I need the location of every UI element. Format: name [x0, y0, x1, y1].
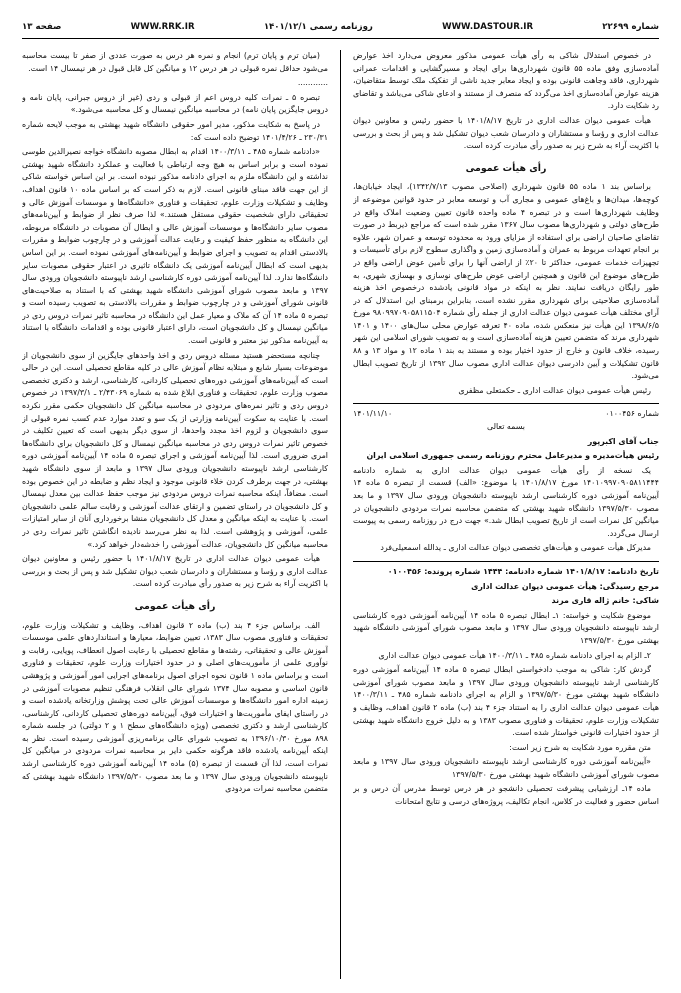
- addressee-title: رئیس هیأت‌مدیره و مدیرعامل محترم روزنامه رسمی جمهوری اسلامی ایران: [366, 451, 659, 461]
- page-number: صفحه ۱۳: [22, 22, 62, 32]
- separator: [353, 561, 659, 562]
- issue-number: شماره ۲۲۶۹۹: [602, 22, 659, 32]
- paragraph: «آیین‌نامه آموزشی دوره کارشناسی ارشد ناپیوسته دانشجویان ورودی سال ۱۳۹۷ و مابعد مصوب شورای آموزشی دانشگاه شهید بهشتی مورخ ۱۳۹۷/۵/۳۰: [353, 757, 659, 779]
- separator: [353, 403, 659, 404]
- invocation: بسمه تعالی: [487, 422, 525, 432]
- paragraph: «دادنامه شماره ۴۸۵ ـ ۱۴۰۰/۳/۱۱ اقدام به ابطال مصوبه دانشگاه خواجه نصیرالدین طوسی نموده است و برابر اساس به هیچ وجه ارتباطی با فعالیت و عملکرد دانشگاه شهید بهشتی نداشته و این دانشگاه ملزم به اجرای دادنامه مذکور نبوده است. بر این اساس خواسته شاکی از این جهت فاقد مبنای قانونی است. لازم به ذکر است که بر اساس ماده ۱۰ قانون اهداف، وظایف و تشکیلات وزارت علوم، تحقیقات و فناوری «دانشگاه‌ها و موسسات آموزش عالی و تحقیقاتی دارای شخصیت حقوقی مستقل هستند.» لذا صرف نظر از ضوابط و آیین‌نامه‌های مصوب سایر دانشگاه‌ها و موسسات آموزش عالی و ابطال آن مصوبات در دانشگاه مربوطه، این دانشگاه به منظور حفظ کیفیت و رعایت عدالت آموزشی و در چارچوب ضوابط و مقررات بالادستی اقدام به تصویب و اجرای ضوابط و آیین‌نامه‌های آموزشی نموده است. بر این اساس بدیهی است که ابطال آیین‌نامه آموزشی یک دانشگاه تاثیری در اعتبار حقوقی مصوبات سایر دانشگاه‌ها ندارد. لذا آیین‌نامه آموزشی دوره کارشناسی ارشد ناپیوسته دانشجویان ورودی سال ۱۳۹۷ و مابعد مصوب شورای آموزشی دانشگاه شهید بهشتی که با استناد به صلاحیت‌های قانونی شورای آموزشی و در چارچوب ضوابط و مقررات بالادستی به تصویب رسیده است و تبصره ۵ ماده ۱۴ آن که ملاک و معیار عمل این دانشگاه در محاسبه تاثیر نمرات دروس ردی در میانگین نیمسال و کل دانشجویان است، دارای اعتبار قانونی بوده و اقدامات دانشگاه با استناد به آیین‌نامه مذکور نیز معتبر و قانونی است.: [22, 147, 328, 346]
- left-column: [22, 50, 328, 979]
- paragraph: هیأت عمومی دیوان عدالت اداری در تاریخ ۱۴۰۱/۸/۱۷ با حضور رئیس و معاونین دیوان عدالت اداری و رؤسا و مستشاران و دادرسان شعب دیوان تشکیل شد و پس از بحث و بررسی با اکثریت آراء به شرح زیر به صدور رأی مبادرت کرده است.: [353, 115, 659, 151]
- paragraph: متن مقرره مورد شکایت به شرح زیر است:: [509, 742, 651, 752]
- paragraph: هیأت عمومی دیوان عدالت اداری در تاریخ ۱۴۰۱/۸/۱۷ با حضور رئیس و معاونین دیوان عدالت اداری و رؤسا و مستشاران و دادرسان شعب دیوان تشکیل شد و پس از بحث و بررسی با اکثریت آراء به شرح زیر به صدور رأی مبادرت کرده است.: [22, 554, 328, 589]
- right-column: [353, 50, 659, 979]
- page-header: [22, 16, 659, 39]
- paragraph: در پاسخ به شکایت مذکور، مدیر امور حقوقی دانشگاه شهید بهشتی به موجب لایحه شماره ۲۳۰/۳۱ ـ ۱۴۰۱/۴/۲۶ توضیح داده است که:: [22, 119, 328, 142]
- column-divider: [340, 50, 341, 979]
- paragraph: (میان ترم و پایان ترم) انجام و نمره هر درس به صورت عددی از صفر تا بیست محاسبه می‌شود حداقل نمره قبولی در هر درس ۱۲ و میانگین کل قابل قبول در هر نیمسال ۱۴ است.: [22, 51, 328, 73]
- vote-heading: رأی هیأت عمومی: [134, 600, 216, 612]
- paragraph: تبصره ۵ ـ نمرات کلیه دروس اعم از قبولی و ردی (غیر از دروس جبرانی، پایان نامه و دروس جایگزین پایان نامه) در محاسبه میانگین نیمسال و کل محاسبه می‌شود.»: [22, 92, 328, 115]
- paragraph: در خصوص استدلال شاکی به رأی هیأت عمومی مذکور معروض می‌دارد اخذ عوارض آماده‌سازی وفق ماده ۵۵ قانون شهرداری‌ها برای ایجاد و مسیرگشایی و اقدامات عمرانی شهرداری، فاقد وجاهت قانونی بوده و ایجاد معابر جدید ناشی از تفکیک ملک توسط متقاضیان، هزینه عوارض آماده‌سازی اخذ می‌گردد که منصرف از مستند و ادعای شاکی می‌باشد و تقاضای رد شکایت دارد.: [353, 51, 659, 111]
- paragraph: چنانچه مستحضر هستید مسئله دروس ردی و اخذ واحدهای جایگزین از سوی دانشجویان از موضوعات بسیار شایع و مبتلابه نظام آموزش عالی در کلیه مقاطع تحصیلی است. این در حالی است که آیین‌نامه‌های آموزشی دوره‌های تحصیلی کاردانی، کارشناسی، ارشد و دکتری تخصصی مصوب وزارت علوم، تحقیقات و فناوری ابلاغ شده به شماره ۲/۴۳۰۶۹ ـ ۱۳۹۷/۳/۱ در خصوص دروس ردی و تاثیر نمره‌های مردودی در محاسبه میانگین کل دانشجویان حکمی مقرر نکرده است. با عنایت به سکوت آیین‌نامه وزارتی از یک سو و تعدد موارد عدم کسب نمره قبولی از سوی دانشجویان و لزوم اخذ مجدد واحدها، از سوی دیگر بدیهی است که تعیین تکلیف در خصوص تاثیر نمرات دروس ردی در محاسبه میانگین نیمسال و کل دانشجویان برای دانشگاه‌ها امری ضروری است. لذا آیین‌نامه آموزشی و اجرای تبصره ۵ ماده ۱۴ آیین‌نامه آموزشی دوره کارشناسی ارشد ناپیوسته دانشجویان ورودی سال ۱۳۹۷ و مابعد از سوی دانشگاه شهید بهشتی، در جهت برطرف کردن خلاء قانونی موجود و ایجاد نظم و ضابطه در این خصوص بوده است. مضافاً، اینکه محاسبه نمرات دروس مردودی نیز موجب حفظ عدالت بین معدل نیمسال و کل دانشجویان در راستای تضمین و ارتقای عدالت آموزشی و رقابت سالم علمی دانشجویان است. با عنایت به اینکه میانگین و معدل کل دانشجویان منشا برخورداری آنان از سایر امتیازات علمی، آموزشی و پژوهشی است. لذا به نظر می‌رسد نادیده انگاشتن تاثیر نمرات ردی در محاسبه میانگین کل دانشجویان، عدالت آموزشی را خدشه‌دار خواهد کرد.»: [22, 350, 328, 549]
- letter-paragraph: یک نسخه از رأی هیأت عمومی دیوان عدالت اداری به شماره دادنامه ۱۴۰۱۰۹۹۷۰۹۰۵۸۱۱۴۴۴ مورخ ۱۴۰۱/۸/۱۷ با موضوع: «الف) قسمت از تبصره ۵ ماده ۱۴ آیین‌نامه آموزشی دوره کارشناسی ارشد ناپیوسته دانشجویان ورودی سال ۱۳۹۷ و ما بعد مصوب ۱۳۹۷/۵/۳۰ دانشگاه شهید بهشتی که متضمن محاسبه نمرات مردودی دانشجویان در میانگین کل نمرات است از تاریخ تصویب ابطال شد.» جهت درج در روزنامه رسمی به پیوست ارسال می‌گردد.: [353, 465, 659, 538]
- vote-paragraph: الف. براساس جزء ۴ بند (ب) ماده ۲ قانون اهداف، وظایف و تشکیلات وزارت علوم، تحقیقات و فناوری مصوب سال ۱۳۸۳، تعیین ضوابط، معیارها و استانداردهای علمی موسسات آموزش عالی و تحقیقاتی، رشته‌ها و مقاطع تحصیلی با رعایت اصول انعطاف، پویایی، رقابت و نوآوری علمی از مأموریت‌های اصلی و در حدود اختیارات وزارت علوم، تحقیقات و فناوری است و براساس ماده ۱ قانون نحوه اجرای اصول برنامه‌های اجرایی امور آموزشی و پژوهشی قانون اساسی و مصوبه سال ۱۳۷۴ شورای عالی انقلاب فرهنگی تنظیم مصوبات آموزشی در زمینه اداره امور دانشگاه‌ها و موسسات آموزش عالی تحت پوشش وزارتخانه یادشده است و در راستای ایفای مأموریت‌ها و اختیارات فوق، آیین‌نامه دوره‌های تحصیلی کاردانی، کارشناسی، کارشناسی ارشد و دکتری تخصصی (ویژه دانشگاه‌های سطح ۱ و ۲ دولتی) در جلسه شماره ۸۹۸ مورخ ۱۳۹۶/۱۰/۳۰ به تصویب شورای عالی برنامه‌ریزی آموزشی رسیده است. نظر به اینکه آیین‌نامه یادشده فاقد هرگونه حکمی دایر بر محاسبه نمرات مردودی در میانگین کل نمرات است، لذا آن قسمت از تبصره (۵) ماده ۱۴ آیین‌نامه آموزشی دوره کارشناسی ارشد ناپیوسته دانشجویان ورودی سال ۱۳۹۷ و ما بعد مصوب ۱۳۹۷/۵/۳۰ دانشگاه شهید بهشتی که متضمن محاسبه نمرات مردودی: [22, 620, 328, 794]
- paragraph: موضوع شکایت و خواسته: ۱ـ ابطال تبصره ۵ ماده ۱۴ آیین‌نامه آموزشی دوره کارشناسی ارشد ناپیوسته دانشجویان ورودی سال ۱۳۹۷ و مابعد مصوب شورای آموزشی دانشگاه شهید بهشتی مورخ ۱۳۹۷/۵/۳۰: [353, 610, 659, 645]
- newspaper-date: روزنامه رسمی ۱۴۰۱/۱۲/۱: [263, 22, 373, 32]
- doc-number-line: [353, 408, 659, 421]
- verdict-plaintiff: شاکی: خانم ژاله قاری مرند: [551, 596, 659, 606]
- paragraph: ۲ـ الزام به اجرای دادنامه شماره ۴۸۵ ـ ۱۴۰۰/۳/۱۱ هیأت عمومی دیوان عدالت اداری: [378, 650, 651, 660]
- ellipsis: ............: [297, 78, 328, 88]
- letter-signature: مدیرکل هیأت عمومی و هیأت‌های تخصصی دیوان عدالت اداری ـ یدالله اسمعیلی‌فرد: [380, 543, 651, 553]
- vote-heading: رأی هیأت عمومی: [465, 162, 547, 174]
- vote-paragraph: براساس بند ۱ ماده ۵۵ قانون شهرداری (اصلاحی مصوب ۱۳۴۲/۷/۱۳)، ایجاد خیابان‌ها، کوچه‌ها، میدان‌ها و باغ‌های عمومی و مجاری آب و توسعه معابر در حدود قوانین موضوعه از وظایف شهرداری‌ها است و در تبصره ۴ ماده واحده قانون تعیین وضعیت املاک واقع در طرح‌های دولتی و شهرداری‌ها مصوب سال ۱۳۶۷ مقرر شده است که مراجع ذیربط در صورت تقاضای صاحبان اراضی برای استفاده از مزایای ورود به محدوده توسعه و عمران شهر، علاوه بر انجام تعهدات مربوط به عمران و آماده‌سازی زمین و واگذاری سطوح لازم برای تأسیسات و تجهیزات خدمات عمومی، حداکثر تا ۲۰٪ از اراضی آنها را برای تأمین عوض اراضی واقع در طرح‌های موضوع این قانون و همچنین اراضی عوض طرح‌های نوسازی و بهسازی شهری، به طور رایگان دریافت نمایند. نظر به اینکه در مواد قانونی یادشده درخصوص اخذ هزینه آماده‌سازی صلاحیتی برای شهرداری مقرر نشده است، بنابراین برمبنای این استدلال که در آرای مختلف هیأت عمومی دیوان عدالت اداری از جمله رأی شماره ۹۸۰۹۹۷۰۹۰۵۸۱۱۵۰۴ مورخ ۱۳۹۸/۶/۵ این هیأت نیز منعکس شده، ماده ۴۰ تعرفه عوارض محلی سال‌های ۱۴۰۰ و ۱۴۰۱ شهرداری مرند که متضمن تعیین هزینه آماده‌سازی است و به تصویب شورای اسلامی این شهر رسیده، خلاف قانون و خارج از حدود اختیار بوده و مستند به بند ۱ ماده ۱۲ و مواد ۱۳ و ۸۸ قانون تشکیلات و آیین دادرسی دیوان عدالت اداری مصوب سال ۱۳۹۲ از تاریخ تصویب ابطال می‌شود.: [353, 182, 659, 381]
- verdict-authority: مرجع رسیدگی: هیأت عمومی دیوان عدالت اداری: [471, 581, 659, 591]
- verdict-meta: تاریخ دادنامه: ۱۴۰۱/۸/۱۷ شماره دادنامه: ۱۴۴۴ شماره پرونده: ۰۱۰۰۴۵۶: [387, 566, 659, 576]
- addressee-name: جناب آقای اکبرپور: [587, 436, 659, 446]
- signature-line: رئیس هیأت عمومی دیوان عدالت اداری ـ حکمتعلی مظفری: [458, 385, 651, 395]
- site-link-dastour[interactable]: WWW.DASTOUR.IR: [442, 22, 534, 32]
- doc-number: شماره ۰۱۰۰۴۵۶: [605, 409, 659, 419]
- doc-date: ۱۴۰۱/۱۱/۱۰: [353, 409, 393, 419]
- site-link-rrk[interactable]: WWW.RRK.IR: [130, 22, 195, 32]
- paragraph: ماده ۱۴ـ ارزشیابی پیشرفت تحصیلی دانشجو در هر درس توسط مدرس آن درس و بر اساس حضور و فعالیت در کلاس، انجام تکالیف، پروژه‌های درسی و نتایج امتحانات: [353, 784, 659, 807]
- paragraph: گردش کار: شاکی به موجب دادخواستی ابطال تبصره ۵ ماده ۱۴ آیین‌نامه آموزشی دوره کارشناسی ارشد ناپیوسته دانشجویان ورودی سال ۱۳۹۷ و مابعد مصوب شورای آموزشی دانشگاه شهید بهشتی مورخ ۱۳۹۷/۵/۳۰ و الزام به اجرای دادنامه شماره ۴۸۵ ـ ۱۴۰۰/۳/۱۱ هیأت عمومی دیوان عدالت اداری را به استناد جزء ۴ بند (ب) ماده ۲ قانون اهداف، وظایف و تشکیلات وزارت علوم، تحقیقات و فناوری مصوب ۱۳۸۳ و به دلیل خروج دانشگاه شهید بهشتی از حدود اختیارات قانونی خواستار شده است.: [353, 665, 659, 738]
